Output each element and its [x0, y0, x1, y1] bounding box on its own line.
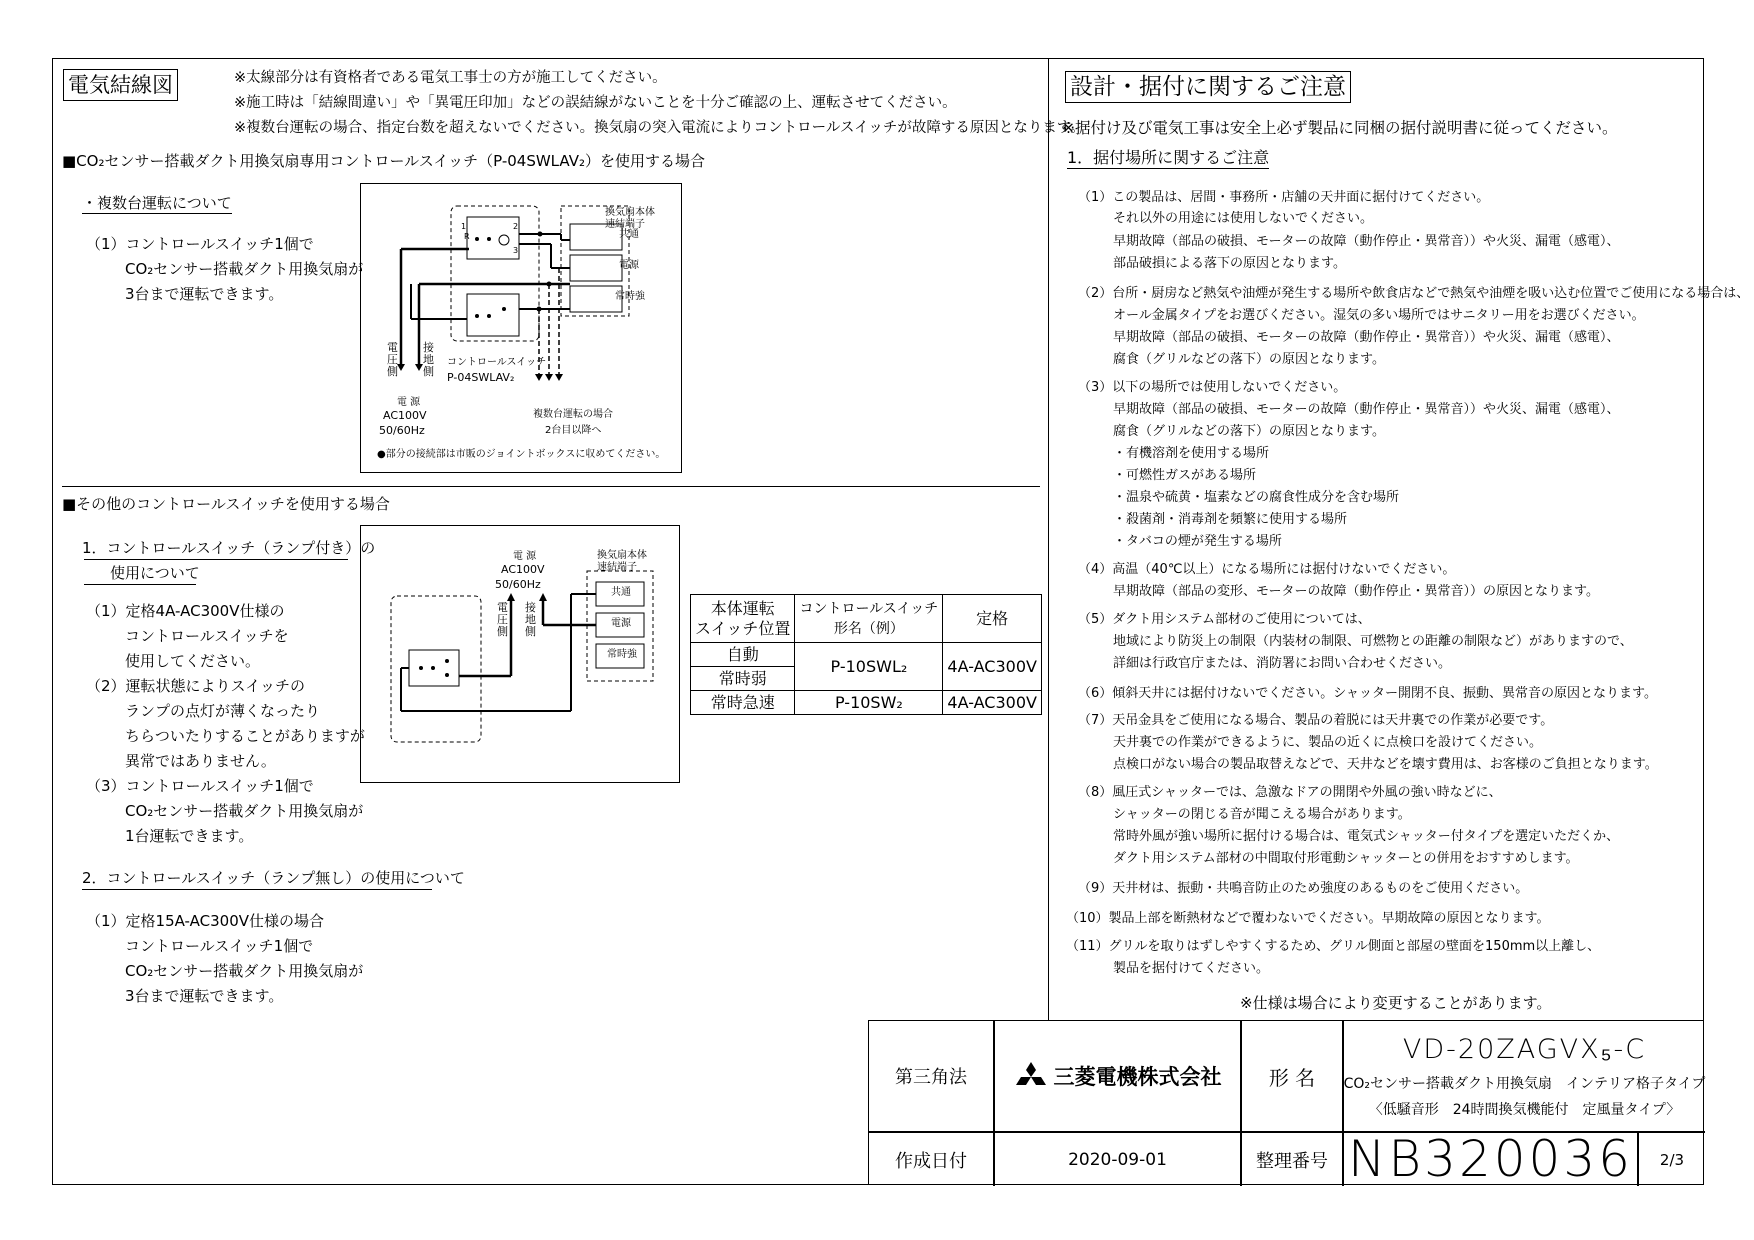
design-note-line: （3）以下の場所では使用しないでください。 [1078, 380, 1347, 395]
design-note-line: ダクト用システム部材の中間取付形電動シャッターとの併用をおすすめします。 [1113, 851, 1579, 866]
design-note-line: 製品を据付けてください。 [1113, 961, 1270, 976]
model-number: VD-20ZAGVX₅-C [1402, 1033, 1647, 1065]
design-note-line: （2）台所・厨房など熱気や油煙が発生する場所や飲食店などで熱気や油煙を吸い込む位置でご使用になる場合は、 [1078, 286, 1750, 301]
design-note-line: 早期故障（部品の変形、モーターの故障（動作停止・異常音））の原因となります。 [1113, 584, 1599, 599]
d1-switch-r: R [464, 232, 470, 241]
section2-heading: ■その他のコントロールスイッチを使用する場合 [62, 495, 390, 513]
d1-unit-label: 換気扇本体 [605, 207, 655, 218]
d1-ground-side: 接地側 [423, 341, 434, 378]
d2-terminal-label: 速結端子 [597, 562, 637, 573]
design-note-line: 天井裏での作業ができるように、製品の近くに点検口を設けてください。 [1113, 735, 1543, 750]
switch-spec-table [690, 594, 1042, 715]
wiring-note-3: ※複数台運転の場合、指定台数を超えないでください。換気扇の突入電流によりコントロールスイッチが故障する原因となります。 [234, 120, 1085, 136]
s2-line: 使用してください。 [125, 652, 261, 670]
design-note-line: オール金属タイプをお選びください。湿気の多い場所ではサニタリー用をお選びください。 [1113, 308, 1645, 323]
design-note-line: （6）傾斜天井には据付けないでください。シャッター開閉不良、振動、異常音の原因となります。 [1078, 686, 1657, 701]
s2-line: 異常ではありません。 [125, 752, 276, 770]
table-header-model: コントロールスイッチ 形名（例） [795, 595, 943, 643]
d1-voltage: AC100V [383, 409, 427, 422]
design-note-line: 早期故障（部品の破損、モーターの故障（動作停止・異常音））や火災、漏電（感電）、 [1113, 234, 1620, 249]
d1-switch-2: 2 [513, 222, 519, 231]
mitsubishi-logo-icon [1014, 1061, 1048, 1091]
table-cell: 常時急速 [691, 691, 795, 715]
d2-power-label: 電 源 [513, 551, 537, 562]
section1-line: （1）コントロールスイッチ1個で [86, 235, 314, 253]
model-description-1: CO₂センサー搭載ダクト用換気扇 インテリア格子タイプ [1343, 1076, 1706, 1092]
design-note-line: （5）ダクト用システム部材のご使用については、 [1078, 612, 1371, 627]
section2-sub1a: 1．コントロールスイッチ（ランプ付き）の [82, 539, 376, 557]
table-cell: 4A-AC300V [943, 643, 1042, 691]
section1-line: CO₂センサー搭載ダクト用換気扇が [125, 260, 364, 278]
date-label: 作成日付 [895, 1150, 967, 1172]
d1-junction-note: ●部分の接続部は市販のジョイントボックスに収めてください。 [377, 449, 666, 460]
d2-voltage: AC100V [501, 563, 545, 576]
s2-line: （1）定格4A-AC300V仕様の [86, 602, 285, 620]
design-notes-intro: ※据付け及び電気工事は安全上必ず製品に同梱の据付説明書に従ってください。 [1062, 119, 1618, 137]
document-number: NB320036 [1347, 1129, 1633, 1188]
table-cell: P-10SW₂ [795, 691, 943, 715]
creation-date: 2020-09-01 [1068, 1149, 1167, 1170]
projection-method: 第三角法 [895, 1067, 967, 1088]
company-cell [995, 1021, 1240, 1131]
d2-terminal-always: 常時強 [607, 649, 637, 660]
underline [84, 584, 196, 585]
design-note-line: （11）グリルを取りはずしやすくするため、グリル側面と部屋の壁面を150mm以上離し、 [1066, 939, 1601, 954]
design-note-line: シャッターの閉じる音が聞こえる場合があります。 [1113, 807, 1411, 822]
design-note-line: 点検口がない場合の製品取替えなどで、天井などを壊す費用は、お客様のご負担となります。 [1113, 757, 1658, 772]
d1-terminal-label: 速結端子 [605, 219, 645, 230]
wiring-diagram-multi [360, 183, 682, 473]
s2-line: （2）運転状態によりスイッチの [86, 677, 305, 695]
underline [82, 889, 432, 890]
d1-terminal-common: 共通 [619, 229, 639, 240]
design-note-line: （9）天井材は、振動・共鳴音防止のため強度のあるものをご使用ください。 [1078, 881, 1529, 896]
s2-line: ランプの点灯が薄くなったり [125, 702, 321, 720]
d2-terminal-common: 共通 [611, 587, 631, 598]
d1-terminal-always: 常時強 [615, 291, 645, 302]
section2-sub1b: 使用について [110, 564, 200, 582]
s2-line: （3）コントロールスイッチ1個で [86, 777, 314, 795]
d1-voltage-side: 電圧側 [387, 341, 398, 378]
d2-frequency: 50/60Hz [495, 578, 541, 591]
s2b-line: CO₂センサー搭載ダクト用換気扇が [125, 962, 364, 980]
model-description-2: 〈低騒音形 24時間換気機能付 定風量タイプ〉 [1368, 1102, 1681, 1118]
section2-sub2: 2．コントロールスイッチ（ランプ無し）の使用について [82, 869, 465, 887]
s2b-line: 3台まで運転できます。 [125, 987, 284, 1005]
page-number: 2/3 [1659, 1150, 1685, 1169]
d2-voltage-side: 電圧側 [497, 601, 508, 638]
design-note-line: 地域により防災上の制限（内装材の制限、可燃物との距離の制限など）がありますので、 [1113, 634, 1633, 649]
s2-line: 1台運転できます。 [125, 827, 254, 845]
section-divider [62, 486, 1040, 487]
d2-terminal-power: 電源 [611, 618, 631, 629]
d1-switch-label: コントロールスイッチ [447, 357, 547, 368]
section1-line: 3台まで運転できます。 [125, 285, 284, 303]
number-label: 整理番号 [1256, 1150, 1328, 1172]
s2b-line: コントロールスイッチ1個で [125, 937, 314, 955]
design-note-line: 部品破損による落下の原因となります。 [1113, 256, 1346, 271]
d2-unit-name: 換気扇本体 [597, 550, 647, 561]
design-note-line: それ以外の用途には使用しないでください。 [1113, 211, 1374, 226]
design-note-line: 早期故障（部品の破損、モーターの故障（動作停止・異常音））や火災、漏電（感電）、 [1113, 330, 1620, 345]
model-label: 形 名 [1268, 1065, 1316, 1090]
table-cell: 4A-AC300V [943, 691, 1042, 715]
design-note-line: （7）天吊金具をご使用になる場合、製品の着脱には天井裏での作業が必要です。 [1078, 713, 1554, 728]
company-name: 三菱電機株式会社 [1053, 1065, 1222, 1089]
table-cell: 自動 [691, 643, 795, 667]
design-note-line: ・タバコの煙が発生する場所 [1113, 534, 1282, 549]
design-note-line: 常時外風が強い場所に据付ける場合は、電気式シャッター付タイプを選定いただくか、 [1113, 829, 1620, 844]
section1-heading: ■CO₂センサー搭載ダクト用換気扇専用コントロールスイッチ（P-04SWLAV₂）を使用する場合 [62, 152, 705, 170]
wiring-note-1: ※太線部分は有資格者である電気工事士の方が施工してください。 [234, 70, 667, 86]
table-cell: P-10SWL₂ [795, 643, 943, 691]
table-header-rating: 定格 [943, 595, 1042, 643]
table-header-position: 本体運転 スイッチ位置 [691, 595, 795, 643]
design-note-line: （1）この製品は、居間・事務所・店舗の天井面に据付けてください。 [1078, 190, 1490, 205]
table-cell: 常時弱 [691, 667, 795, 691]
design-note-line: ・有機溶剤を使用する場所 [1113, 446, 1270, 461]
s2b-line: （1）定格15A-AC300V仕様の場合 [86, 912, 325, 930]
d1-multi-label: 複数台運転の場合 [533, 409, 613, 420]
design-note-line: 腐食（グリルなどの落下）の原因となります。 [1113, 424, 1385, 439]
spec-change-note: ※仕様は場合により変更することがあります。 [1240, 994, 1552, 1012]
design-note-line: （4）高温（40℃以上）になる場所には据付けないでください。 [1078, 562, 1456, 577]
wiring-diagram-title: 電気結線図 [63, 69, 178, 101]
design-note-line: （10）製品上部を断熱材などで覆わないでください。早期故障の原因となります。 [1066, 911, 1550, 926]
section1-subheading: ・複数台運転について [82, 194, 232, 212]
design-note-line: ・可燃性ガスがある場所 [1113, 468, 1257, 483]
d1-switch-3: 3 [513, 246, 519, 255]
d1-switch-1: 1 [461, 222, 467, 231]
wiring-diagram-lamp [360, 525, 680, 783]
design-notes-sub: 1．据付場所に関するご注意 [1067, 148, 1270, 167]
design-note-line: ・温泉や硫黄・塩素などの腐食性成分を含む場所 [1113, 490, 1400, 505]
d1-terminal-power: 電源 [619, 260, 639, 271]
d1-switch-model: P-04SWLAV₂ [447, 371, 515, 384]
s2-line: CO₂センサー搭載ダクト用換気扇が [125, 802, 364, 820]
design-note-line: 早期故障（部品の破損、モーターの故障（動作停止・異常音））や火災、漏電（感電）、 [1113, 402, 1620, 417]
s2-line: コントロールスイッチを [125, 627, 289, 645]
d1-multi-next: 2台目以降へ [545, 425, 602, 436]
title-block [868, 1020, 1706, 1188]
column-divider [1048, 58, 1049, 1020]
d1-frequency: 50/60Hz [379, 424, 425, 437]
design-note-line: ・殺菌剤・消毒剤を頻繁に使用する場所 [1113, 512, 1348, 527]
s2-line: ちらついたりすることがありますが [125, 727, 365, 745]
wiring-note-2: ※施工時は「結線間違い」や「異電圧印加」などの誤結線がないことを十分ご確認の上、運転させてください。 [234, 95, 957, 111]
design-note-line: （8）風圧式シャッターでは、急激なドアの開閉や外風の強い時などに、 [1078, 785, 1502, 800]
d2-ground-side: 接地側 [525, 601, 536, 638]
design-note-line: 腐食（グリルなどの落下）の原因となります。 [1113, 352, 1385, 367]
d1-power-label: 電 源 [397, 397, 421, 408]
design-note-line: 詳細は行政官庁または、消防署にお問い合わせください。 [1113, 656, 1452, 671]
design-notes-title: 設計・据付に関するご注意 [1065, 71, 1351, 103]
underline [84, 559, 348, 560]
